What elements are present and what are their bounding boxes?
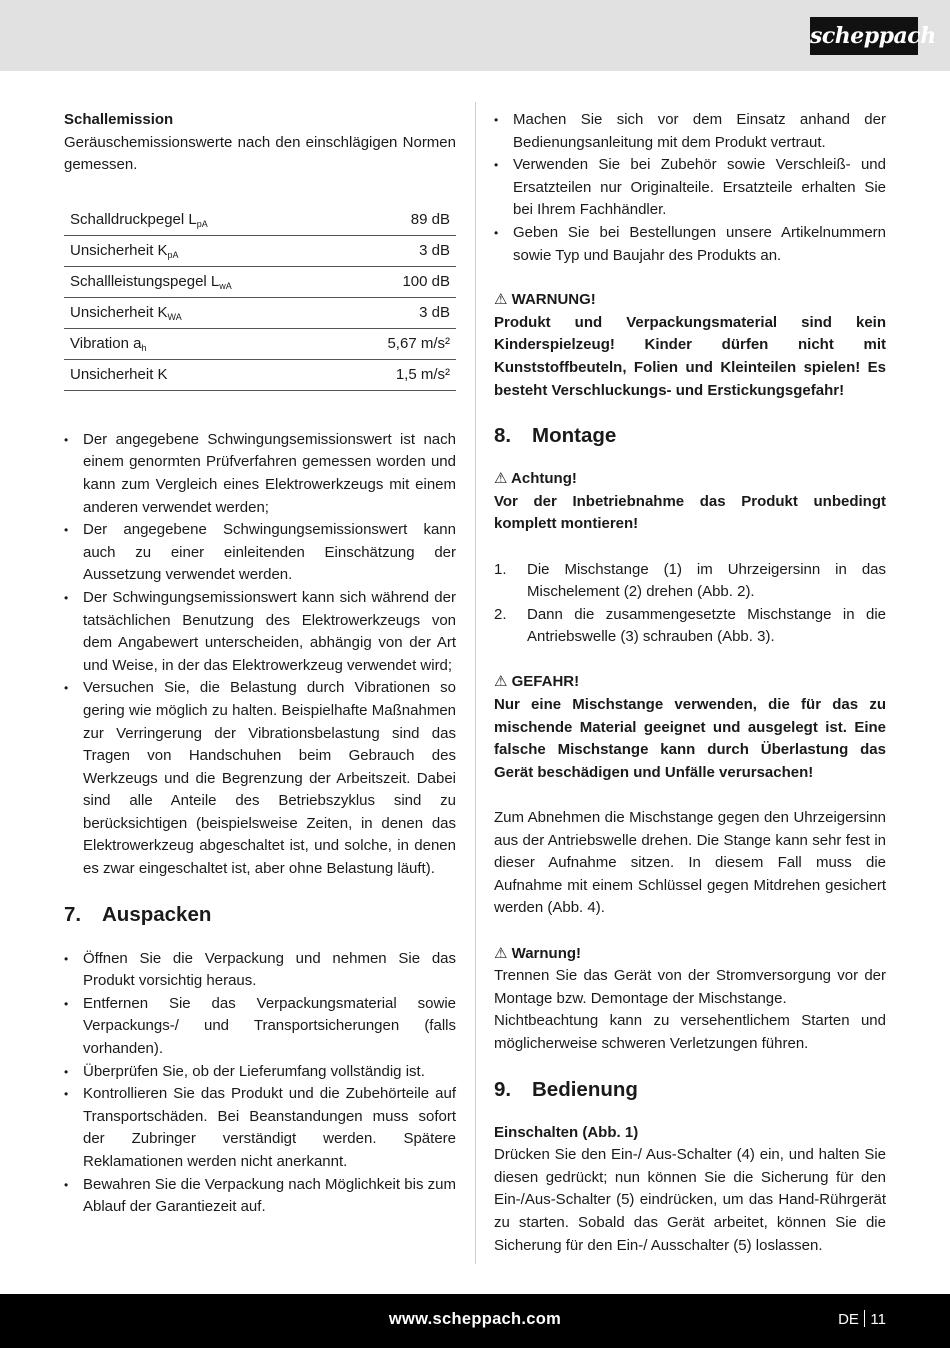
sound-table-subscript: pA bbox=[196, 218, 208, 229]
section-9-heading bbox=[494, 1076, 886, 1104]
section-9-title: Bedienung bbox=[532, 1077, 638, 1101]
section-7-title: Auspacken bbox=[102, 902, 212, 926]
footer-bar bbox=[0, 1294, 950, 1348]
unpacking-bullet: • Öffnen Sie die Verpackung und nehmen Sie das Produkt vorsichtig heraus. bbox=[64, 948, 456, 993]
schall-intro: Geräuschemissionswerte nach den einschlägigen Normen gemessen. bbox=[64, 133, 456, 174]
warning-2-text-1: Trennen Sie das Gerät von der Stromversorgung vor der Montage bzw. Demontage der Mischstange. bbox=[494, 967, 886, 1007]
sound-table-row bbox=[64, 297, 456, 328]
warning-1-text: Produkt und Verpackungsmaterial sind kein Kinderspielzeug! Kinder dürfen nicht mit Kunststoffbeuteln, Folien und Kleinteilen spielen! Es besteht Verschluckungs- und Erstickungsgefahr! bbox=[494, 313, 886, 399]
sound-table-label-cell bbox=[64, 328, 338, 359]
sound-table-label-cell bbox=[64, 235, 338, 266]
assembly-step-number: 2. bbox=[494, 605, 507, 623]
sound-table-value: 3 dB bbox=[338, 235, 456, 266]
warning-1-title: ⚠ WARNUNG! bbox=[494, 291, 596, 309]
sound-table-value: 1,5 m/s² bbox=[338, 359, 456, 390]
right-column bbox=[494, 109, 886, 1257]
section-9-number: 9. bbox=[494, 1077, 512, 1101]
vibration-list bbox=[64, 429, 456, 881]
sound-table-label: Schallleistungspegel L bbox=[70, 272, 220, 290]
sound-table-value: 5,67 m/s² bbox=[338, 328, 456, 359]
unpacking-bullet: • Überprüfen Sie, ob der Lieferumfang vollständig ist. bbox=[64, 1061, 456, 1084]
switch-on-text: Drücken Sie den Ein-/ Aus-Schalter (4) ein, und halten Sie diesen gedrückt; nun können Sie die Sicherung für den Ein-/Aus-Schalter (5) eindrücken, um das Hand-Rührgerät zu starten. Sobald das Gerät arbeitet, können Sie die Sicherung für den Ein-/ Ausschalter (5) loslassen. bbox=[494, 1146, 886, 1254]
section-8-number: 8. bbox=[494, 424, 512, 448]
sound-table-row bbox=[64, 266, 456, 297]
page-number: 11 bbox=[870, 1311, 886, 1328]
assembly-steps bbox=[494, 559, 886, 649]
section-8-heading bbox=[494, 422, 886, 450]
assembly-step bbox=[494, 604, 886, 649]
sound-table-subscript: h bbox=[141, 342, 147, 353]
footer-url[interactable]: www.scheppach.com bbox=[388, 1310, 562, 1328]
sound-table-label: Unsicherheit K bbox=[70, 241, 168, 259]
section-8-title: Montage bbox=[532, 424, 617, 448]
sound-table-label: Unsicherheit K bbox=[70, 303, 168, 321]
parts-list bbox=[494, 109, 886, 267]
sound-table-label: Schalldruckpegel L bbox=[70, 210, 197, 228]
danger-title: ⚠ GEFAHR! bbox=[494, 673, 580, 691]
brand-logo: scheppach bbox=[810, 17, 918, 55]
sound-table-label-cell bbox=[64, 205, 338, 236]
section-7-number: 7. bbox=[64, 902, 82, 926]
unpacking-list bbox=[64, 948, 456, 1219]
sound-table-label-cell bbox=[64, 266, 338, 297]
switch-on-title: Einschalten (Abb. 1) bbox=[494, 1123, 639, 1141]
sound-table-subscript: WA bbox=[167, 311, 182, 322]
vibration-bullet: • Der angegebene Schwingungsemissionswert kann auch zu einer einleitenden Einschätzung der Aussetzung verwendet werden. bbox=[64, 519, 456, 587]
warning-2-title: ⚠ Warnung! bbox=[494, 944, 582, 962]
column-divider bbox=[475, 102, 476, 1264]
sound-table-value: 100 dB bbox=[338, 266, 456, 297]
sound-table-row bbox=[64, 205, 456, 236]
language-code: DE bbox=[838, 1311, 859, 1328]
parts-bullet: • Geben Sie bei Bestellungen unsere Artikelnummern sowie Typ und Baujahr des Produkts an. bbox=[494, 222, 886, 267]
assembly-step-text: Dann die zusammengesetzte Mischstange in die Antriebswelle (3) schrauben (Abb. 3). bbox=[527, 605, 886, 646]
sound-table-label-cell bbox=[64, 297, 338, 328]
parts-bullet: • Verwenden Sie bei Zubehör sowie Verschleiß- und Ersatzteilen nur Originalteile. Ersatzteile erhalten Sie bei Ihrem Fachhändler. bbox=[494, 154, 886, 222]
unpacking-bullet: • Entfernen Sie das Verpackungsmaterial sowie Verpackungs-/ und Transportsicherungen (falls vorhanden). bbox=[64, 993, 456, 1061]
sound-table-label: Vibration a bbox=[70, 334, 142, 352]
sound-table-label: Unsicherheit K bbox=[70, 365, 168, 383]
sound-table-value: 89 dB bbox=[338, 205, 456, 236]
sound-table-label-cell bbox=[64, 359, 338, 390]
sound-table-subscript: pA bbox=[167, 249, 179, 260]
unpacking-bullet: • Kontrollieren Sie das Produkt und die Zubehörteile auf Transportschäden. Bei Beanstandungen muss sofort der Zubringer verständigt werden. Spätere Reklamationen werden nicht anerkannt. bbox=[64, 1083, 456, 1173]
assembly-step-text: Die Mischstange (1) im Uhrzeigersinn in das Mischelement (2) drehen (Abb. 2). bbox=[527, 560, 886, 601]
page-indicator bbox=[838, 1309, 886, 1332]
warning-2-text-2: Nichtbeachtung kann zu versehentlichem Starten und möglicherweise schweren Verletzungen führen. bbox=[494, 1012, 886, 1052]
assembly-step bbox=[494, 559, 886, 604]
left-column bbox=[64, 109, 456, 1219]
sound-table-row bbox=[64, 235, 456, 266]
section-7-heading bbox=[64, 901, 456, 929]
assembly-step-number: 1. bbox=[494, 560, 507, 578]
sound-table-row bbox=[64, 328, 456, 359]
vibration-bullet: • Versuchen Sie, die Belastung durch Vibrationen so gering wie möglich zu halten. Beispielhafte Maßnahmen zur Verringerung der Vibrationsbelastung sind das Tragen von Handschuhen beim Gebrauch des Werkzeugs und die Begrenzung der Arbeitszeit. Dabei sind alle Anteile des Betriebszyklus sind zu berücksichtigen (beispielsweise Zeiten, in denen das Elektrowerkzeug abgeschaltet ist, und solche, in denen es zwar eingeschaltet ist, aber ohne Belastung läuft). bbox=[64, 677, 456, 880]
sound-table-subscript: wA bbox=[219, 280, 232, 291]
sound-table-row bbox=[64, 359, 456, 390]
caution-text: Vor der Inbetriebnahme das Produkt unbedingt komplett montieren! bbox=[494, 492, 886, 533]
danger-text: Nur eine Mischstange verwenden, die für das zu mischende Material geeignet und ausgelegt ist. Eine falsche Mischstange kann durch Überlastung das Gerät beschädigen und Unfälle verursachen! bbox=[494, 696, 886, 781]
sound-table bbox=[64, 205, 456, 391]
sound-table-value: 3 dB bbox=[338, 297, 456, 328]
parts-bullet: • Machen Sie sich vor dem Einsatz anhand der Bedienungsanleitung mit dem Produkt vertraut. bbox=[494, 109, 886, 154]
vibration-bullet: • Der Schwingungsemissionswert kann sich während der tatsächlichen Benutzung des Elektrowerkzeugs von dem Angabewert unterscheiden, abhängig von der Art und Weise, in der das Elektrowerkzeug verwendet wird; bbox=[64, 587, 456, 677]
schall-title: Schallemission bbox=[64, 111, 174, 128]
caution-title: ⚠ Achtung! bbox=[494, 470, 577, 488]
unpacking-bullet: • Bewahren Sie die Verpackung nach Möglichkeit bis zum Ablauf der Garantiezeit auf. bbox=[64, 1174, 456, 1219]
vibration-bullet: • Der angegebene Schwingungsemissionswert ist nach einem genormten Prüfverfahren gemessen worden und kann zum Vergleich eines Elektrowerkzeugs mit einem anderen verwendet werden; bbox=[64, 429, 456, 519]
header-band bbox=[0, 0, 950, 71]
page-separator bbox=[864, 1310, 866, 1327]
removal-text: Zum Abnehmen die Mischstange gegen den Uhrzeigersinn aus der Antriebswelle drehen. Die Stange kann sehr fest in dieser Aufnahme sitzen. In diesem Fall muss die Aufnahme mit einem Schlüssel gegen Mitdrehen gesichert werden (Abb. 4). bbox=[494, 809, 886, 917]
